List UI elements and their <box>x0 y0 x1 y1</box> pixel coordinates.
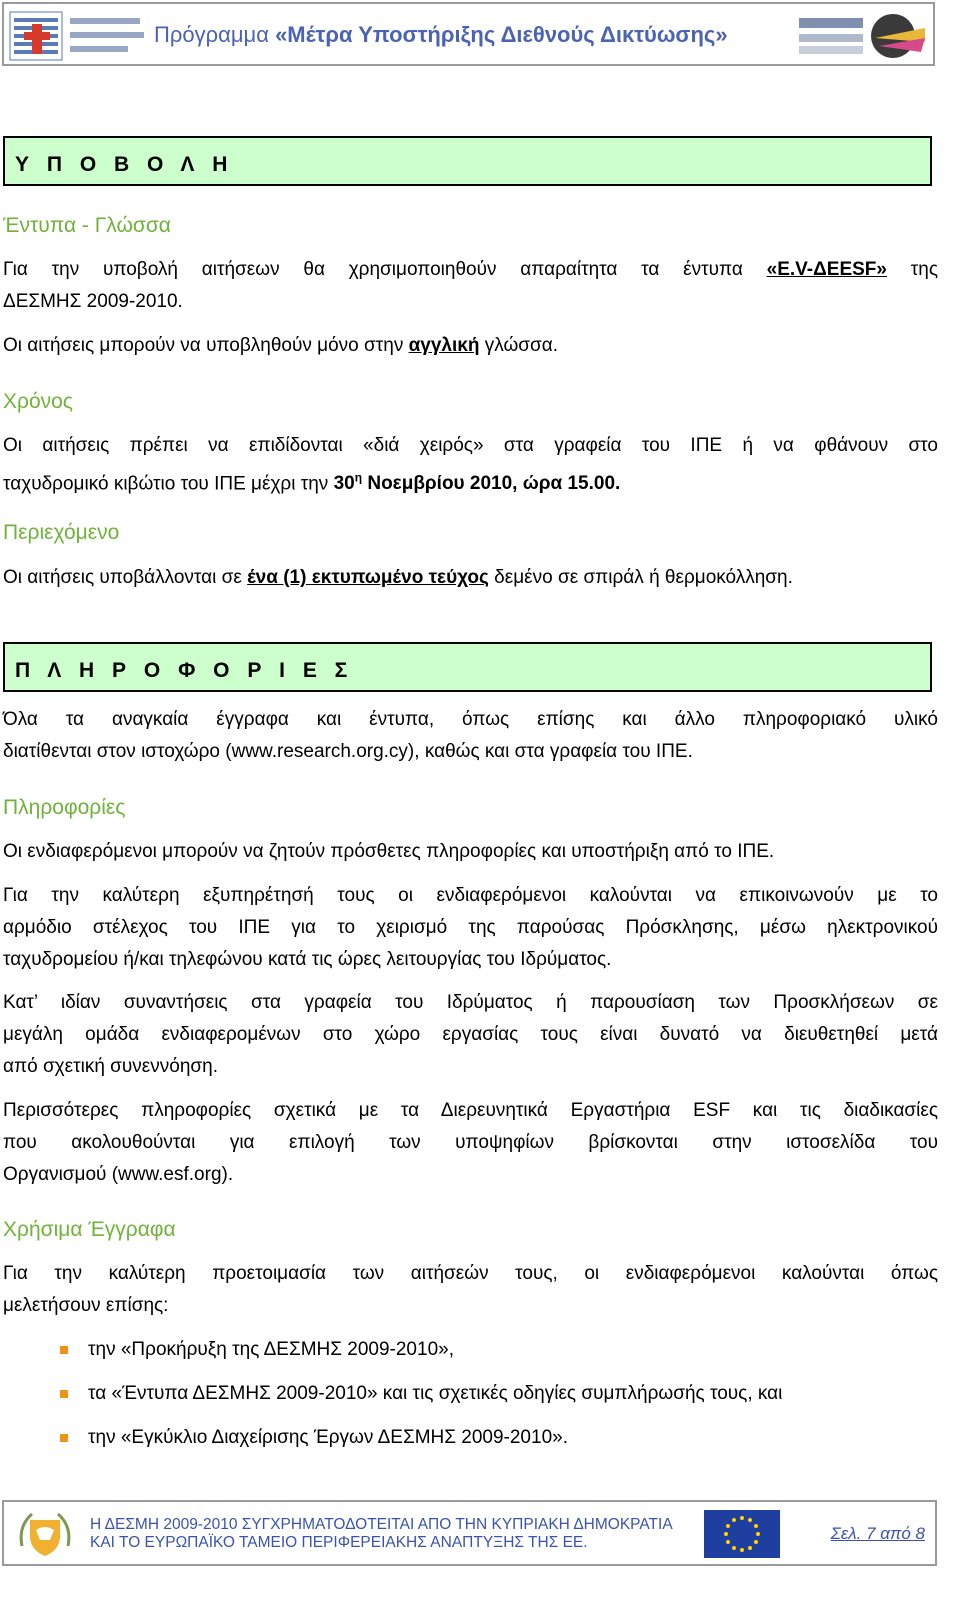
info-paragraph-2: Για την καλύτερη εξυπηρέτησή τους οι ενδιαφερόμενοι καλούνται να επικοινωνούν με το αρμόδιο στέλεχος του ΙΠΕ για το χειρισμό της παρούσας Πρόσκλησης, μέσω ηλεκτρονικού ταχυδρομείου ή/και τηλεφώνου κατά τις ώρες λειτουργίας του Ιδρύματος. <box>3 885 938 970</box>
info-paragraph-4: Περισσότερες πληροφορίες σχετικά με τα Διερευνητικά Εργαστήρια ESF και τις διαδικασίες που ακολουθούνται για επιλογή των υποψηφίων βρίσκονται στην ιστοσελίδα του Οργανισμού (www.esf.org). <box>3 1100 938 1185</box>
info-intro-paragraph: Όλα τα αναγκαία έγγραφα και έντυπα, όπως επίσης και άλλο πληροφοριακό υλικό διατίθενται στον ιστοχώρο (www.research.org.cy), καθώς και στα γραφεία του ΙΠΕ. <box>3 709 938 762</box>
list-item: την «Προκήρυξη της ΔΕΣΜΗΣ 2009-2010», <box>60 1334 940 1378</box>
forms-paragraph: Για την υποβολή αιτήσεων θα χρησιμοποιηθούν απαραίτητα τα έντυπα «E.V-ΔEESF» της ΔΕΣΜΗΣ 2009-2010. <box>3 259 938 312</box>
info-paragraph-3: Κατ’ ιδίαν συναντήσεις στα γραφεία του Ιδρύματος ή παρουσίαση των Προσκλήσεων σε μεγάλη ομάδα ενδιαφερομένων στο χώρο εργασίας τους είναι δυνατό να διευθετηθεί μετά από σχετική συνεννόηση. <box>3 992 938 1077</box>
language-paragraph: Οι αιτήσεις μπορούν να υποβληθούν μόνο στην αγγλική γλώσσα. <box>3 335 559 356</box>
content-heading: Περιεχόμενο <box>3 521 120 544</box>
section-information <box>3 642 932 692</box>
page-number: Σελ. 7 από 8 <box>830 1524 925 1543</box>
info-paragraph-1: Οι ενδιαφερόμενοι μπορούν να ζητούν πρόσθετες πληροφορίες και υποστήριξη από το ΙΠΕ. <box>3 841 775 862</box>
research-foundation-logo-icon <box>8 8 148 64</box>
useful-docs-paragraph: Για την καλύτερη προετοιμασία των αιτήσεών τους, οι ενδιαφερόμενοι καλούνται όπως μελετήσουν επίσης: <box>3 1263 938 1316</box>
list-item: τα «Έντυπα ΔΕΣΜΗΣ 2009-2010» και τις σχετικές οδηγίες συμπλήρωσής τους, και <box>60 1378 940 1422</box>
useful-docs-list <box>60 1334 940 1466</box>
page-header <box>2 2 935 66</box>
desmi-logo-icon <box>797 8 925 64</box>
bullet-square-icon <box>60 1346 68 1354</box>
list-item: την «Εγκύκλιο Διαχείρισης Έργων ΔΕΣΜΗΣ 2009-2010». <box>60 1422 940 1466</box>
eu-flag-icon <box>704 1510 780 1558</box>
programme-title: Πρόγραμμα «Μέτρα Υποστήριξης Διεθνούς Δικτύωσης» <box>154 22 728 47</box>
time-heading: Χρόνος <box>3 390 73 413</box>
footer-funding-note: Η ΔΕΣΜΗ 2009-2010 ΣΥΓΧΡΗΜΑΤΟΔΟΤΕΙΤΑΙ ΑΠΟ ΤΗΝ ΚΥΠΡΙΑΚΗ ΔΗΜΟΚΡΑΤΙΑ ΚΑΙ ΤΟ ΕΥΡΩΠΑΪΚΟ ΤΑΜΕΙΟ ΠΕΡΙΦΕΡΕΙΑΚΗΣ ΑΝΑΠΤΥΞΗΣ ΤΗΣ ΕΕ. <box>90 1516 673 1551</box>
page-footer <box>2 1500 937 1566</box>
section-title: Υ Π Ο Β Ο Λ Η <box>15 153 234 176</box>
useful-docs-heading: Χρήσιμα Έγγραφα <box>3 1218 176 1241</box>
cyprus-emblem-icon <box>14 1506 76 1562</box>
bullet-square-icon <box>60 1434 68 1442</box>
section-title: Π Λ Η Ρ Ο Φ Ο Ρ Ι Ε Σ <box>15 659 354 682</box>
section-submission <box>3 136 932 186</box>
time-paragraph: Οι αιτήσεις πρέπει να επιδίδονται «διά χειρός» στα γραφεία του ΙΠΕ ή να φθάνουν στο ταχυδρομικό κιβώτιο του ΙΠΕ μέχρι την $30^\eta$ Νοεμβρίου 2010, ώρα 15.00. <box>3 435 938 495</box>
bullet-square-icon <box>60 1390 68 1398</box>
content-paragraph: Οι αιτήσεις υποβάλλονται σε ένα (1) εκτυπωμένο τεύχος δεμένο σε σπιράλ ή θερμοκόλληση. <box>3 567 793 588</box>
forms-language-heading: Έντυπα - Γλώσσα <box>3 214 171 237</box>
info-heading: Πληροφορίες <box>3 796 126 819</box>
